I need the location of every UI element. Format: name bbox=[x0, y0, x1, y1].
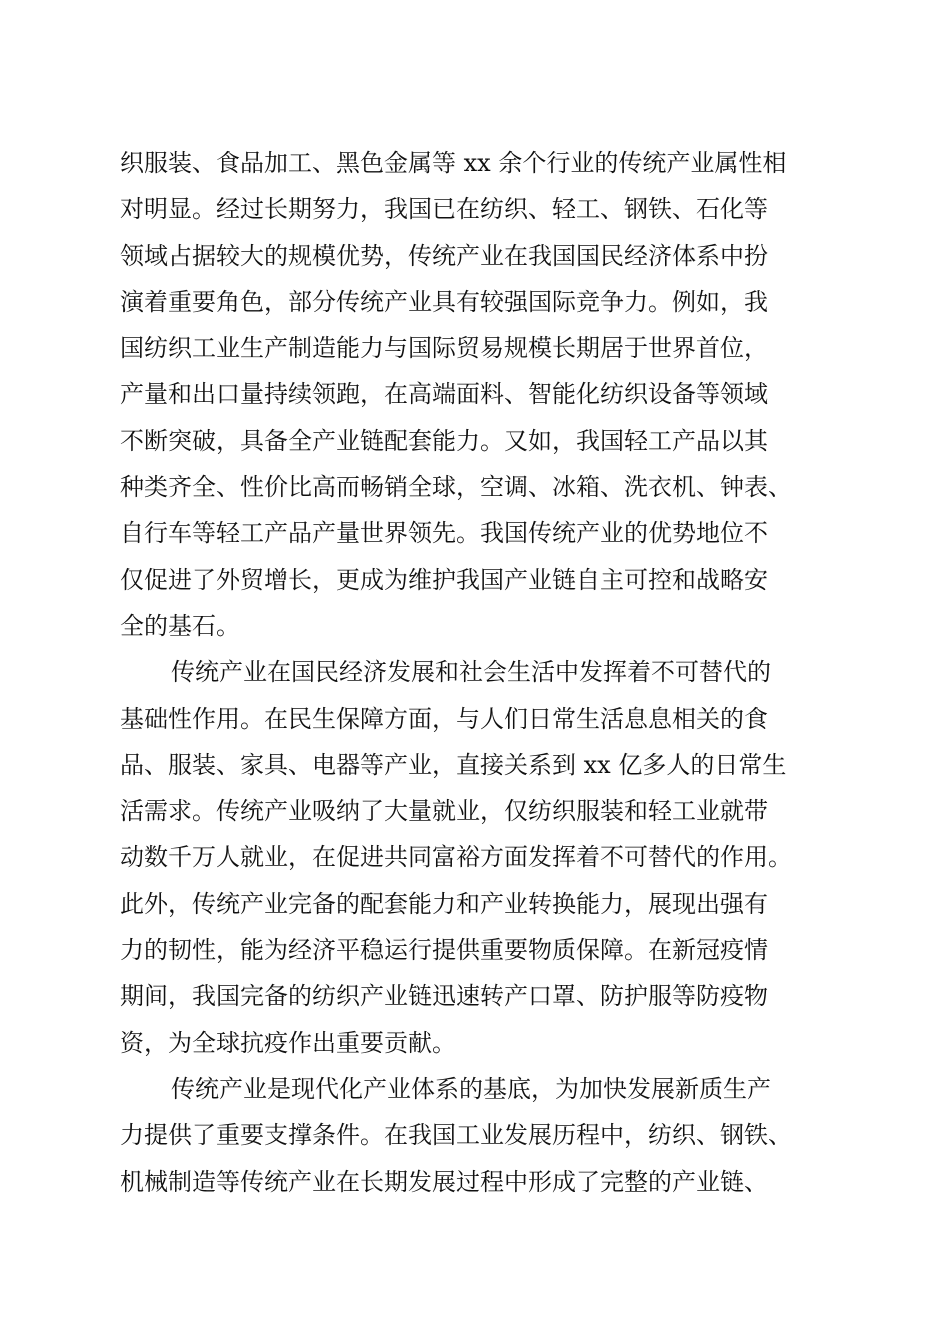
text-line: 此外，传统产业完备的配套能力和产业转换能力，展现出强有 bbox=[120, 889, 768, 918]
text-line: 领域占据较大的规模优势，传统产业在我国国民经济体系中扮 bbox=[120, 241, 768, 270]
text-line: 不断突破，具备全产业链配套能力。又如，我国轻工产品以其 bbox=[120, 426, 768, 455]
text-line: 品、服装、家具、电器等产业，直接关系到 xx 亿多人的日常生 bbox=[120, 750, 787, 779]
text-line: 机械制造等传统产业在长期发展过程中形成了完整的产业链、 bbox=[120, 1167, 768, 1196]
text-line: 基础性作用。在民生保障方面，与人们日常生活息息相关的食 bbox=[120, 704, 768, 733]
text-line: 力提供了重要支撑条件。在我国工业发展历程中，纺织、钢铁、 bbox=[120, 1121, 792, 1150]
paragraph-start-line: 传统产业是现代化产业体系的基底，为加快发展新质生产 bbox=[171, 1074, 771, 1103]
text-line: 期间，我国完备的纺织产业链迅速转产口罩、防护服等防疫物 bbox=[120, 982, 768, 1011]
text-line: 对明显。经过长期努力，我国已在纺织、轻工、钢铁、石化等 bbox=[120, 195, 768, 224]
text-line: 全的基石。 bbox=[120, 611, 240, 640]
text-line: 活需求。传统产业吸纳了大量就业，仅纺织服装和轻工业就带 bbox=[120, 797, 768, 826]
text-line: 国纺织工业生产制造能力与国际贸易规模长期居于世界首位， bbox=[120, 334, 768, 363]
text-line: 力的韧性，能为经济平稳运行提供重要物质保障。在新冠疫情 bbox=[120, 936, 768, 965]
text-line: 自行车等轻工产品产量世界领先。我国传统产业的优势地位不 bbox=[120, 519, 768, 548]
text-line: 演着重要角色，部分传统产业具有较强国际竞争力。例如，我 bbox=[120, 287, 768, 316]
text-line: 织服装、食品加工、黑色金属等 xx 余个行业的传统产业属性相 bbox=[120, 149, 787, 177]
text-line: 产量和出口量持续领跑，在高端面料、智能化纺织设备等领域 bbox=[120, 380, 768, 409]
text-line: 种类齐全、性价比高而畅销全球，空调、冰箱、洗衣机、钟表、 bbox=[120, 473, 792, 502]
body-text bbox=[120, 140, 850, 1205]
text-line: 动数千万人就业，在促进共同富裕方面发挥着不可替代的作用。 bbox=[120, 843, 792, 872]
paragraph-start-line: 传统产业在国民经济发展和社会生活中发挥着不可替代的 bbox=[171, 658, 771, 687]
text-line: 仅促进了外贸增长，更成为维护我国产业链自主可控和战略安 bbox=[120, 565, 768, 594]
text-line: 资，为全球抗疫作出重要贡献。 bbox=[120, 1028, 456, 1057]
